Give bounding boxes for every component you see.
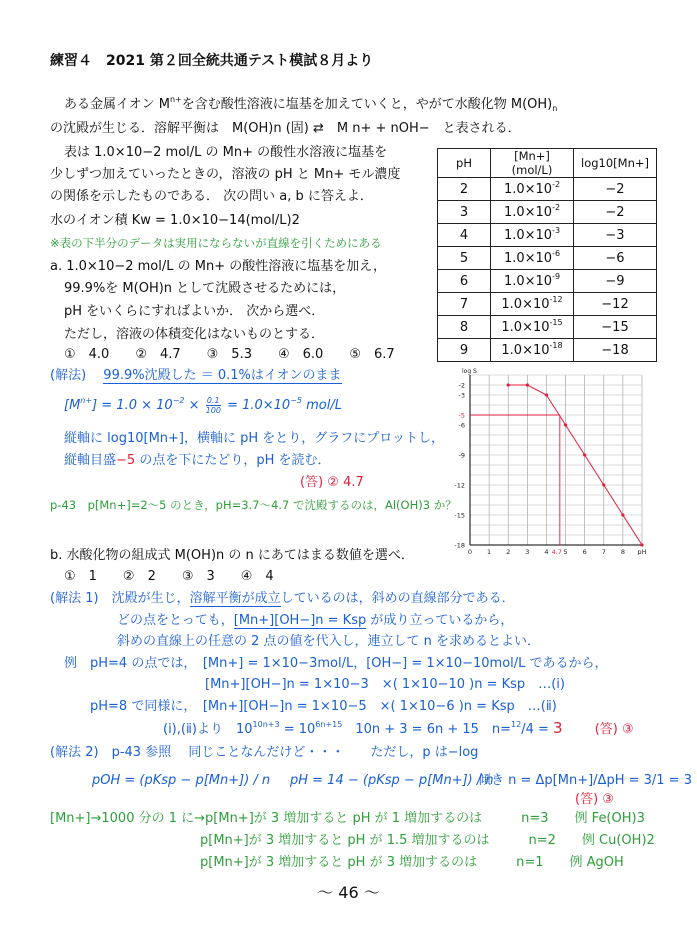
data-point: [583, 453, 586, 456]
intro-line-1: ある金属イオン $M^{n+}$を含む酸性溶液に塩基を加えていくと，やがて水酸化物 $M(OH)_n$: [64, 95, 558, 113]
rule-n2: p[Mn+]が 3 増加すると pH が 1.5 増加するのは n=2 例 Cu(OH)2: [200, 833, 655, 848]
table-cell: $1.0\times 10^{-18}$: [491, 339, 574, 362]
qb-example-2: [Mn+][OH−]n = 1×10−3 ×( 1×10−10 )n = Ksp …(ⅰ): [205, 677, 565, 692]
ph-concentration-table: [437, 148, 657, 362]
table-cell: 5: [438, 247, 491, 270]
qb-poh-formula: pOH = (pKsp − p[Mn+]) / n: [92, 773, 271, 788]
intro-line-6: 水のイオン積 Kw = 1.0×10−14(mol/L)2: [50, 213, 300, 228]
rule-n1: p[Mn+]が 3 増加すると pH が 3 増加するのは n=1 例 AgOH: [200, 855, 624, 870]
table-cell: 6: [438, 270, 491, 293]
rule-n3: [Mn+]→1000 分の 1 に→p[Mn+]が 3 増加すると pH が 1 増加するのは n=3 例 Fe(OH)3: [50, 811, 645, 826]
x-tick-label: 2: [506, 548, 511, 555]
intro-line-2: の沈殿が生じる．溶解平衡は M(OH)n (固) ⇄ M n+ + nOH− と表される．: [50, 121, 521, 136]
data-point: [564, 423, 567, 426]
table-cell: $1.0\times 10^{-3}$: [491, 224, 574, 247]
data-point: [621, 513, 624, 516]
qa-p43-note: p-43 p[Mn+]=2〜5 のとき，pH=3.7〜4.7 で沈殿するのは，Al(OH)3 か？: [50, 498, 457, 512]
qb-title: b. 水酸化物の組成式 M(OH)n の n にあてはまる数値を選べ．: [50, 548, 414, 563]
data-point: [602, 483, 605, 486]
table-cell: $1.0\times 10^{-9}$: [491, 270, 574, 293]
table-row: [438, 224, 657, 247]
qa-line-1: a. 1.0×10−2 mol/L の Mn+ の酸性溶液に塩基を加え，: [50, 259, 387, 274]
x-tick-label: 1: [487, 548, 492, 555]
table-row: [438, 178, 657, 201]
qa-answer: (答) ② 4.7: [300, 475, 364, 490]
table-row: [438, 247, 657, 270]
table-cell: −18: [574, 339, 657, 362]
data-point: [545, 393, 548, 396]
qb-example-1: 例 pH=4 の点では， [Mn+] = 1×10−3mol/L，[OH−] = 1×10−10mol/L であるから，: [64, 656, 608, 671]
table-row: [438, 316, 657, 339]
table-header: [Mn+] (mol/L): [491, 149, 574, 178]
y-axis-label: log S: [462, 368, 477, 375]
qb-ph-formula: pH = 14 − (pKsp − p[Mn+]) / n: [290, 773, 494, 788]
table-cell: −2: [574, 201, 657, 224]
qb-solution1-line1: (解法 1) 沈殿が生じ，溶解平衡が成立しているのは，斜めの直線部分である．: [50, 591, 515, 606]
qb-solution1-line3: 斜めの直線上の任意の 2 点の値を代入し，連立して n を求めるとよい．: [117, 634, 541, 649]
table-cell: −6: [574, 247, 657, 270]
y-tick-label: -6: [458, 421, 465, 430]
qb-slope: 傾き n = Δp[Mn+]/ΔpH = 3/1 = 3: [478, 773, 692, 788]
y-tick-label: -15: [454, 511, 465, 520]
y-tick-label: -2: [458, 381, 465, 390]
qa-line-3: pH をいくらにすればよいか． 次から選べ．: [64, 304, 325, 319]
qa-line-6: 縦軸目盛−5 の点を下にたどり，pH を読む．: [64, 453, 331, 468]
table-cell: −2: [574, 178, 657, 201]
x-tick-label: 0: [467, 548, 473, 555]
intro-line-4: 少しずつ加えていったときの，溶液の pH と Mn+ モル濃度: [50, 167, 401, 182]
table-cell: 2: [438, 178, 491, 201]
table-cell: $1.0\times 10^{-2}$: [491, 178, 574, 201]
table-cell: $1.0\times 10^{-15}$: [491, 316, 574, 339]
table-cell: 7: [438, 293, 491, 316]
y-tick-label: -5: [458, 411, 465, 420]
table-row: [438, 293, 657, 316]
x-tick-label: pH: [637, 548, 647, 555]
log-s-vs-ph-chart: [444, 365, 654, 555]
page-title: 練習４ 2021 第２回全統共通テスト模試８月より: [50, 53, 374, 69]
table-cell: −15: [574, 316, 657, 339]
qa-line-5: 縦軸に log10[Mn+]，横軸に pH をとり，グラフにプロットし，: [64, 431, 445, 446]
qb-example-4: (ⅰ),(ⅱ)より $10^{10n+3} = 10^{6n+15}$ 10n + 3 = 6n + 15 n=$^{12}$/4 = 3 (答) ③: [163, 719, 634, 737]
qb-example-3: pH=8 で同様に， [Mn+][OH−]n = 1×10−5 ×( 1×10−6 )n = Ksp …(ⅱ): [90, 699, 557, 714]
table-header: log10[Mn+]: [574, 149, 657, 178]
qa-line-4: ただし，溶液の体積変化はないものとする．: [64, 327, 325, 342]
table-row: [438, 201, 657, 224]
table-row: [438, 339, 657, 362]
table-cell: 8: [438, 316, 491, 339]
data-point: [640, 543, 643, 546]
qa-choices: ① 4.0 ② 4.7 ③ 5.3 ④ 6.0 ⑤ 6.7: [64, 347, 395, 362]
table-cell: $1.0\times 10^{-2}$: [491, 201, 574, 224]
x-tick-label: 7: [601, 548, 606, 555]
table-cell: 9: [438, 339, 491, 362]
table-cell: $1.0\times 10^{-12}$: [491, 293, 574, 316]
x-tick-label: 5: [563, 548, 568, 555]
table-header: pH: [438, 149, 491, 178]
table-row: [438, 270, 657, 293]
intro-note: ※表の下半分のデータは実用にならないが直線を引くためにある: [50, 236, 382, 250]
x-tick-label: 8: [620, 548, 625, 555]
qa-solution-head: (解法) 99.9%沈殿した ＝ 0.1%はイオンのまま: [50, 368, 342, 383]
qa-solution-underlined: 99.9%沈殿した ＝ 0.1%はイオンのまま: [103, 368, 342, 383]
qb-solution1-line2: どの点をとっても，[Mn+][OH−]n = Ksp が成り立っているから，: [117, 613, 514, 628]
table-cell: −3: [574, 224, 657, 247]
intro-line-5: の関係を示したものである． 次の問い a, b に答えよ．: [50, 189, 373, 204]
data-point: [507, 383, 510, 386]
table-cell: 4: [438, 224, 491, 247]
table-cell: 3: [438, 201, 491, 224]
x-tick-label: 4: [544, 548, 549, 555]
data-point: [526, 383, 529, 386]
y-tick-label: -9: [458, 451, 465, 460]
x-tick-label: 3: [525, 548, 530, 555]
x-tick-label: 6: [582, 548, 587, 555]
table-cell: $1.0\times 10^{-6}$: [491, 247, 574, 270]
page-number: 〜 46 〜: [317, 883, 380, 902]
y-tick-label: -18: [454, 541, 465, 550]
qb-answer-2: (答) ③: [575, 792, 614, 807]
table-cell: −9: [574, 270, 657, 293]
qb-choices: ① 1 ② 2 ③ 3 ④ 4: [64, 569, 274, 584]
qa-formula: $[M^{n+}] = 1.0 \times 10^{-2}$ × $\frac{0.1}{100}$ = $1.0\times 10^{-5}$ mol/L: [64, 396, 342, 415]
table-cell: −12: [574, 293, 657, 316]
qb-solution2-line: (解法 2) p-43 参照 同じことなんだけど・・・ ただし，p は−log: [50, 745, 479, 760]
x-tick-label: 4.7: [551, 548, 562, 555]
y-tick-label: -3: [458, 391, 465, 400]
intro-line-3: 表は 1.0×10−2 mol/L の Mn+ の酸性水溶液に塩基を: [64, 145, 388, 160]
y-tick-label: -12: [454, 481, 465, 490]
qa-line-2: 99.9%を M(OH)n として沈殿させるためには，: [64, 281, 346, 296]
